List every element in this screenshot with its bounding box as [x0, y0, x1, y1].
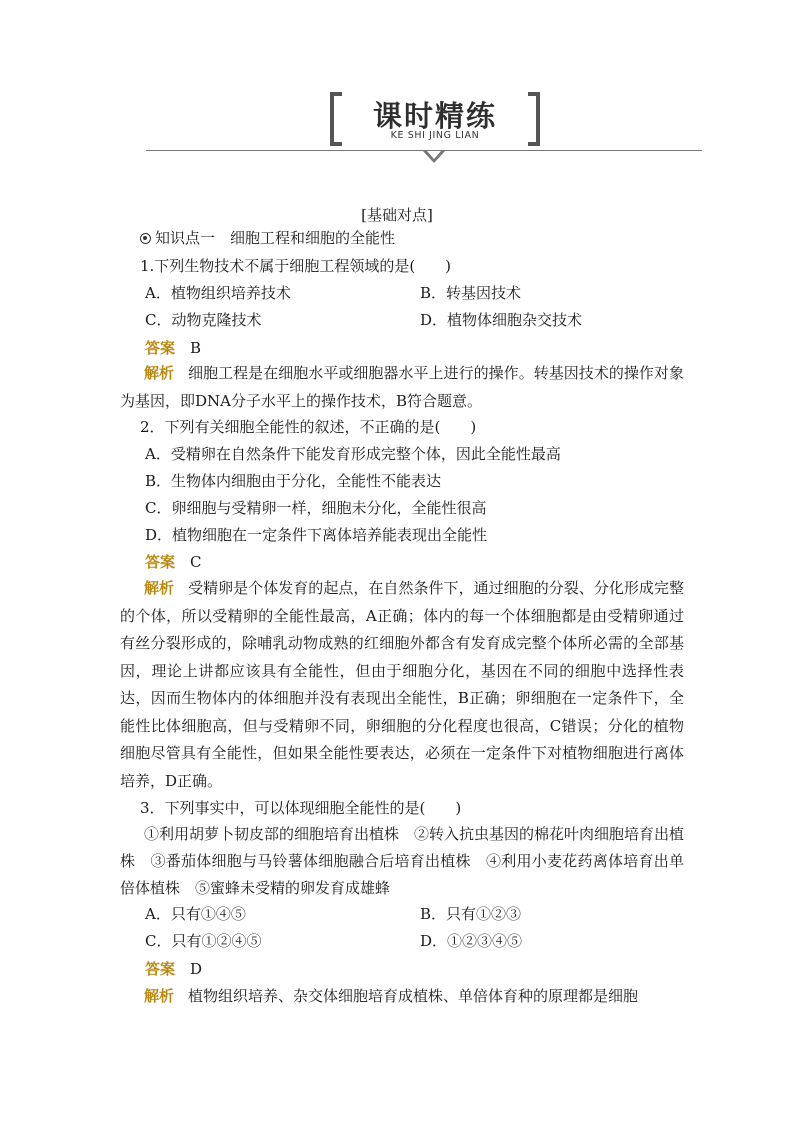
q2-option-c: C．卵细胞与受精卵一样，细胞未分化，全能性很高	[145, 499, 487, 517]
q3-option-c: C．只有①②④⑤	[145, 932, 262, 950]
analysis-label: 解析	[144, 579, 175, 597]
q2-analysis	[120, 575, 684, 795]
chevron-inner	[427, 151, 441, 159]
analysis-label: 解析	[144, 364, 175, 382]
answer-value: C	[190, 553, 202, 571]
section-title: [基础对点]	[361, 206, 433, 224]
answer-label: 答案	[145, 553, 176, 571]
q3-analysis	[120, 983, 684, 1011]
header-banner	[330, 92, 540, 150]
bullet-icon	[140, 233, 151, 244]
q3-stem: 3．下列事实中，可以体现细胞全能性的是( )	[140, 799, 462, 817]
q3-option-a: A．只有①④⑤	[145, 905, 246, 923]
q1-option-a: A．植物组织培养技术	[145, 284, 291, 302]
q1-analysis	[120, 360, 684, 415]
header-subtitle: KE SHI JING LIAN	[390, 130, 480, 141]
q2-option-a: A．受精卵在自然条件下能发育形成完整个体，因此全能性最高	[145, 445, 561, 463]
q3-answer	[145, 957, 202, 982]
q2-stem: 2．下列有关细胞全能性的叙述，不正确的是( )	[140, 418, 477, 436]
header-title: 课时精练	[372, 99, 497, 133]
q2-option-b: B．生物体内细胞由于分化，全能性不能表达	[145, 472, 442, 490]
answer-value: D	[190, 960, 203, 978]
answer-label: 答案	[145, 960, 176, 978]
analysis-text: 细胞工程是在细胞水平或细胞器水平上进行的操作。转基因技术的操作对象为基因，即DNA分子水平上的操作技术，B符合题意。	[120, 364, 684, 410]
q1-option-d: D．植物体细胞杂交技术	[420, 311, 583, 329]
q1-stem: 1.下列生物技术不属于细胞工程领域的是( )	[140, 257, 452, 275]
analysis-text: 植物组织培养、杂交体细胞培育成植株、单倍体育种的原理都是细胞	[188, 987, 639, 1005]
q1-option-c: C．动物克隆技术	[145, 311, 262, 329]
q3-option-b: B．只有①②③	[420, 905, 522, 923]
answer-label: 答案	[145, 339, 176, 357]
q3-body: ①利用胡萝卜韧皮部的细胞培育出植株 ②转入抗虫基因的棉花叶肉细胞培育出植株 ③番茄体细胞与马铃薯体细胞融合后培育出植株 ④利用小麦花药离体培育出单倍体植株 ⑤蜜蜂未受精的卵发育成雄蜂	[120, 825, 685, 897]
analysis-label: 解析	[144, 987, 175, 1005]
q2-answer	[145, 550, 202, 575]
knowledge-point-text: 知识点一 细胞工程和细胞的全能性	[155, 229, 396, 247]
knowledge-point	[140, 226, 684, 251]
q1-answer	[145, 336, 201, 361]
answer-value: B	[190, 339, 202, 357]
q3-option-d: D．①②③④⑤	[420, 932, 523, 950]
analysis-text: 受精卵是个体发育的起点，在自然条件下，通过细胞的分裂、分化形成完整的个体，所以受精卵的全能性最高，A正确；体内的每一个体细胞都是由受精卵通过有丝分裂形成的，除哺乳动物成熟的红细胞外都含有发育成完整个体所必需的全部基因，理论上讲都应该具有全能性，但由于细胞分化，基因在不同的细胞中选择性表达，因而生物体内的体细胞并没有表现出全能性，B正确；卵细胞在一定条件下，全能性比体细胞高，但与受精卵不同，卵细胞的分化程度也很高，C错误；分化的植物细胞尽管具有全能性，但如果全能性要表达，必须在一定条件下对植物细胞进行离体培养，D正确。	[120, 579, 684, 790]
q1-option-b: B．转基因技术	[420, 284, 522, 302]
q2-option-d: D．植物细胞在一定条件下离体培养能表现出全能性	[145, 526, 488, 544]
